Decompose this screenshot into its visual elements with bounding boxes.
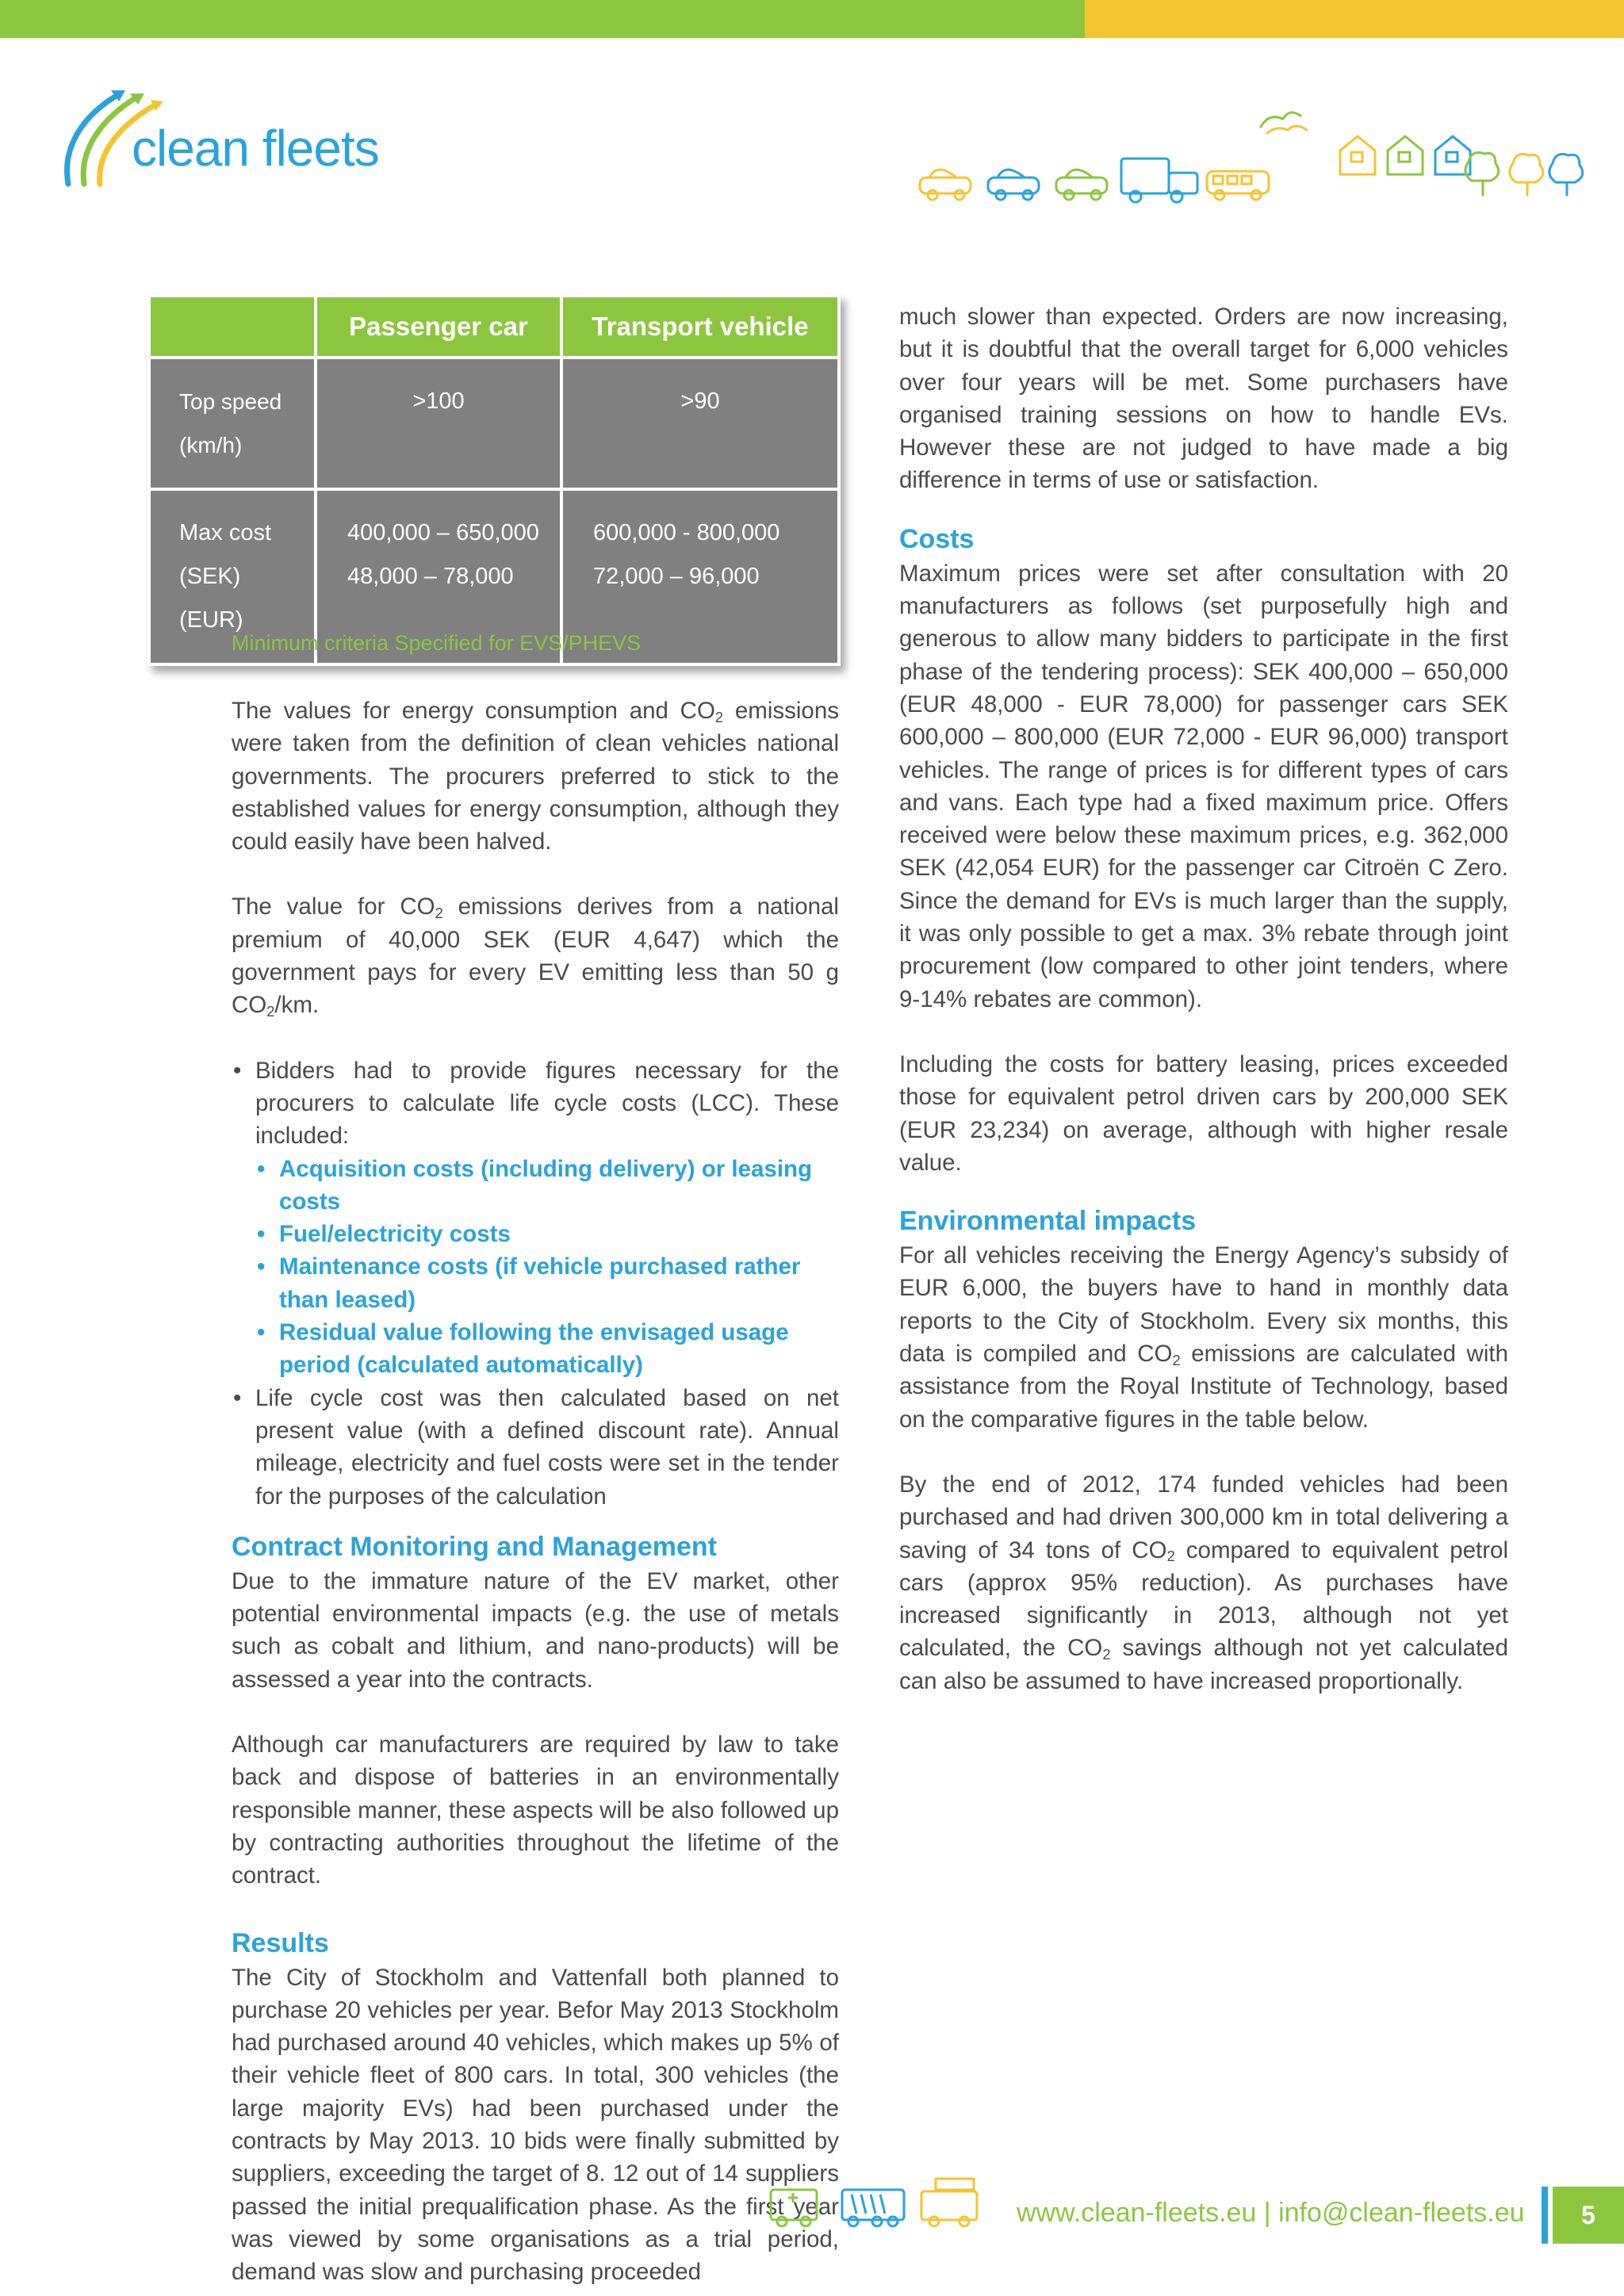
- list-item: • Fuel/electricity costs: [255, 1218, 839, 1250]
- vehicles-houses-illustration: [912, 95, 1594, 214]
- criteria-table: [147, 294, 841, 666]
- paragraph: The value for $CO_2$ emissions derives from a national premium of 40,000 SEK (EUR 4,647) which the government pays for every EV emitting less than 50 g $CO_2/km$.: [232, 894, 839, 1020]
- table-cell: 400,000 – 650,000 48,000 – 78,000: [316, 489, 561, 664]
- clean-fleets-logo: [62, 73, 395, 192]
- page-number: 5: [1553, 2187, 1624, 2244]
- top-bar-yellow: [1085, 0, 1624, 38]
- paragraph: Due to the immature nature of the EV market, other potential environmental impacts (e.g. the use of metals such as cobalt and lithium, and nano-products) will be assessed a year into the contracts.: [232, 1567, 839, 1693]
- heading-results: Results: [232, 1927, 329, 1958]
- table-row-label: Top speed (km/h): [149, 358, 316, 489]
- paragraph: Although car manufacturers are required by law to take back and dispose of batteries in an environmentally responsible manner, these aspects will be also followed up by contracting authorities throughout the lifetime of the contract.: [232, 1732, 839, 1889]
- table-cell: 600,000 - 800,000 72,000 – 96,000: [561, 489, 839, 664]
- list-item: • Residual value following the envisaged usage period (calculated automatically): [255, 1316, 839, 1382]
- paragraph: Maximum prices were set after consultation with 20 manufacturers as follows (set purposefully high and generous to allow many bidders to participate in the first phase of the tendering process): SEK 400,000 – 650,000 (EUR 48,000 - EUR 78,000) for passenger cars SEK 600,000 – 800,000 (EUR 72,000 - EUR 96,000) transport vehicles. The range of prices is for different types of cars and vans. Each type had a fixed maximum price. Offers received were below these maximum prices, e.g. 362,000 SEK (42,054 EUR) for the passenger car Citroën C Zero. Since the demand for EVs is much larger than the supply, it was only possible to get a max. 3% rebate through joint procurement (low compared to other joint tenders, where 9-14% rebates are common).: [899, 560, 1508, 1012]
- paragraph: The City of Stockholm and Vattenfall both planned to purchase 20 vehicles per year. Befor May 2013 Stockholm had purchased around 40 vehicles, which makes up 5% of their vehicle fleet of 800 cars. In total, 300 vehicles (the large majority EVs) had been purchased under the contracts by May 2013. 10 bids were finally submitted by suppliers, exceeding the target of 8. 12 out of 14 suppliers passed the initial prequalification phase. As the first year was viewed by some organisations as a trial period, demand was slow and purchasing proceeded: [232, 1964, 839, 2286]
- table-header-passenger-car: Passenger car: [316, 296, 561, 358]
- paragraph: The values for energy consumption and $CO_2$ emissions were taken from the definition of clean vehicles national governments. The procurers preferred to stick to the established values for energy consumption, although they could easily have been halved.: [232, 698, 839, 855]
- list-item: • Bidders had to provide figures necessary for the procurers to calculate life cycle costs (LCC). These included: • Acquisition costs (including delivery) or leasing costs • Fuel/electricity costs • Maintenance costs (if vehicle purchased rather than leased) • Residual value following the envisaged usage period (calculated automatically): [232, 1054, 839, 1382]
- table-caption: Minimum criteria Specified for EVS/PHEVS: [232, 631, 642, 655]
- table-header-row: [149, 296, 839, 358]
- lcc-bullet-list: [232, 1054, 839, 1513]
- logo-text: clean fleets: [132, 120, 379, 177]
- table-cell: >90: [561, 358, 839, 489]
- paragraph: Including the costs for battery leasing, prices exceeded those for equivalent petrol driven cars by 200,000 SEK (EUR 23,234) on average, although with higher resale value.: [899, 1050, 1508, 1176]
- lcc-sub-list: [255, 1153, 839, 1382]
- right-column: [899, 300, 1508, 1697]
- list-item: • Acquisition costs (including delivery) or leasing costs: [255, 1153, 839, 1219]
- table-row-label: Max cost (SEK)(EUR): [149, 489, 316, 664]
- footer-divider: [1542, 2187, 1548, 2244]
- list-item: • Life cycle cost was then calculated based on net present value (with a defined discount rate). Annual mileage, electricity and fuel costs were set in the tender for the purposes of the calculation: [232, 1382, 839, 1513]
- heading-contract-monitoring: Contract Monitoring and Management: [232, 1531, 717, 1562]
- paragraph: For all vehicles receiving the Energy Agency’s subsidy of EUR 6,000, the buyers have to hand in monthly data reports to the City of Stockholm. Every six months, this data is compiled and $CO_2$ emissions are calculated with assistance from the Royal Institute of Technology, based on the comparative figures in the table below.: [899, 1242, 1509, 1433]
- list-item: • Maintenance costs (if vehicle purchased rather than leased): [255, 1250, 839, 1316]
- table-row: [149, 358, 839, 489]
- heading-environmental-impacts: Environmental impacts: [899, 1206, 1197, 1237]
- heading-costs: Costs: [899, 523, 975, 554]
- left-column: [232, 695, 839, 2288]
- top-bar-green: [0, 0, 1085, 38]
- paragraph: By the end of 2012, 174 funded vehicles had been purchased and had driven 300,000 km in total delivering a saving of 34 tons of $CO_2$ compared to equivalent petrol cars (approx 95% reduction). As purchases have increased significantly in 2013, although not yet calculated, the $CO_2$ savings although not yet calculated can also be assumed to have increased proportionally.: [899, 1471, 1509, 1694]
- footer-contact-link[interactable]: www.clean-fleets.eu | info@clean-fleets.eu: [1017, 2198, 1525, 2228]
- table-cell: >100: [316, 358, 561, 489]
- table-header-empty: [149, 296, 316, 358]
- table-header-transport-vehicle: Transport vehicle: [561, 296, 839, 358]
- top-color-bar: [0, 0, 1624, 38]
- paragraph: much slower than expected. Orders are now increasing, but it is doubtful that the overall target for 6,000 vehicles over four years will be met. Some purchasers have organised training sessions on how to handle EVs. However these are not judged to have made a big difference in terms of use or satisfaction.: [899, 304, 1508, 494]
- footer-vehicles-icon: [766, 2172, 988, 2236]
